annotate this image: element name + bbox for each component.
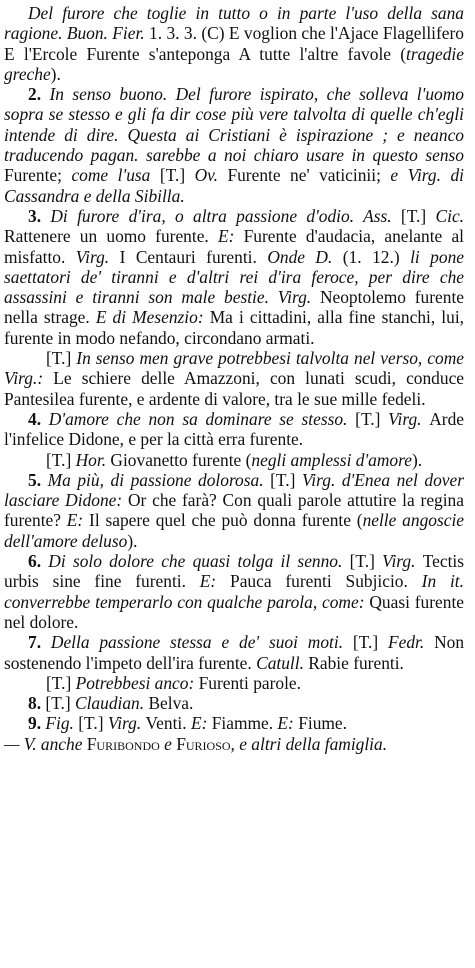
entry-sense-paragraph	[4, 3, 464, 84]
entry-text: [T.]	[270, 469, 302, 490]
entry-text: — V. anche	[4, 733, 87, 754]
entry-text: Or che farà? Con quali parole attutire la regina furente?	[4, 490, 464, 531]
entry-text: , e altri della famiglia.	[230, 733, 388, 754]
entry-sense-paragraph	[4, 450, 464, 470]
entry-text: Di solo dolore che quasi tolga il senno.	[48, 551, 350, 572]
entry-text: In it. converrebbe temperarlo con qualche parola, come:	[4, 571, 464, 612]
entry-text: nelle angoscie dell'amore deluso	[4, 510, 465, 551]
entry-text: Claudian.	[75, 693, 149, 714]
entry-sense-paragraph	[4, 470, 464, 551]
entry-text: E:	[66, 510, 90, 531]
entry-text: come l'usa	[71, 165, 160, 186]
entry-text: Onde D.	[267, 246, 343, 267]
entry-text: Potrebbesi anco:	[75, 672, 199, 693]
entry-text: Venti.	[145, 713, 191, 734]
entry-text: e	[164, 733, 177, 754]
entry-text: [T.]	[78, 713, 108, 734]
entry-text: Hor.	[75, 449, 111, 470]
entry-sense-paragraph	[4, 409, 464, 450]
sense-number: 6.	[28, 551, 49, 572]
entry-text: ).	[411, 449, 423, 470]
entry-text: Rabie furenti.	[308, 652, 404, 673]
entry-sense-paragraph	[4, 348, 464, 409]
entry-text: Furioso	[176, 733, 231, 754]
entry-text: negli amplessi d'amore	[251, 449, 412, 470]
entry-text: E:	[217, 226, 244, 247]
entry-text: Fedr.	[388, 632, 435, 653]
entry-text: Della passione stessa e de' suoi moti.	[50, 632, 353, 653]
entry-sense-paragraph	[4, 673, 464, 693]
entry-text: Virg.	[388, 408, 430, 429]
entry-text: [T.]	[349, 551, 383, 572]
entry-text: Non sostenendo l'impeto dell'ira furente.	[4, 632, 465, 673]
entry-text: Virg.	[107, 713, 146, 734]
entry-text: Ma più, di passione dolorosa.	[47, 469, 271, 490]
entry-text: [T.]	[46, 348, 77, 369]
entry-text: Del furore che toglie in tutto o in parte l'uso della sana ragione. Buon. Fier.	[4, 3, 464, 44]
entry-text: Il sapere quel che può donna furente (	[89, 510, 363, 531]
entry-text: Furibondo	[86, 733, 165, 754]
entry-text: Neoptolemo furente nella strage.	[4, 287, 464, 328]
entry-sense-paragraph	[4, 693, 464, 713]
entry-text: Fiume.	[298, 713, 347, 734]
entry-text: [T.]	[352, 632, 388, 653]
sense-number: 7.	[28, 632, 51, 653]
entry-text: In senso buono. Del furore ispirato, che solleva l'uomo sopra se stesso e gli fa dir cose più vere talvolta di quelle ch'egli intende di dire. Questa ai Cristiani è ispirazione ; e neanco traducendo pagan. sarebbe a noi chiaro usare in questo senso	[4, 84, 464, 166]
sense-number: 2.	[28, 84, 50, 105]
entry-text: Ma i cittadini, alla fine stanchi, lui, furente in modo nefando, circondano armati.	[4, 307, 465, 348]
entry-text: E di Mesenzio:	[95, 307, 210, 328]
entry-text: Fig.	[45, 713, 79, 734]
entry-text: Rattenere un uomo furente.	[4, 226, 218, 247]
entry-text: Cic.	[435, 205, 465, 226]
entry-text: Furente d'audacia, anelante al misfatto.	[4, 226, 465, 267]
entry-text: E:	[277, 713, 299, 734]
entry-text: [T.]	[355, 408, 389, 429]
entry-text: [T.]	[400, 205, 436, 226]
entry-text: E:	[199, 571, 231, 592]
entry-sense-paragraph	[4, 551, 464, 632]
entry-sense-paragraph	[4, 84, 464, 206]
entry-sense-paragraph	[4, 206, 464, 348]
entry-text: li pone saettatori de' tiranni e d'altri rei d'ira feroce, per dire che assassini e tiranni son male bestie. Virg.	[4, 246, 464, 308]
entry-text: Furente;	[4, 165, 72, 186]
sense-number: 4.	[28, 408, 49, 429]
entry-text: Furente ne' vaticinii;	[227, 165, 391, 186]
entry-text: Catull.	[256, 652, 309, 673]
entry-text: Fiamme.	[211, 713, 278, 734]
sense-number: 8.	[28, 693, 46, 714]
entry-text: Virg. d'Enea nel dover lasciare Didone:	[4, 469, 464, 511]
sense-number: 9.	[28, 713, 46, 734]
entry-text: tragedie greche	[4, 43, 464, 84]
entry-text: ).	[50, 63, 61, 84]
entry-text: [T.]	[46, 672, 76, 693]
entry-text: Pauca furenti Subjicio.	[230, 571, 422, 592]
entry-sense-paragraph	[4, 734, 464, 754]
sense-number: 3.	[28, 205, 51, 226]
entry-text: [T.]	[45, 693, 75, 714]
entry-text: [T.]	[159, 165, 195, 186]
sense-number: 5.	[28, 469, 48, 490]
entry-text: 1. 3. 3. (C) E voglion che l'Ajace Flagellifero E l'Ercole Furente s'anteponga A tutte l'altre favole (	[4, 23, 464, 64]
entry-text: Di furore d'ira, o altra passione d'odio. Ass.	[50, 205, 401, 226]
entry-sense-paragraph	[4, 713, 464, 733]
entry-text: Virg.	[382, 551, 423, 572]
entry-text: E:	[190, 713, 212, 734]
entry-text: Ov.	[194, 165, 228, 186]
entry-text: (1. 12.)	[342, 246, 411, 267]
entry-text: Furenti parole.	[198, 672, 301, 693]
entry-sense-paragraph	[4, 632, 464, 673]
entry-text: Tectis urbis sine fine furenti.	[4, 551, 464, 592]
entry-text: Virg.	[75, 246, 120, 267]
entry-text: Quasi furente nel dolore.	[4, 591, 465, 632]
entry-text: D'amore che non sa dominare se stesso.	[48, 408, 356, 429]
entry-text: Arde l'infelice Didone, e per la città erra furente.	[4, 408, 465, 450]
entry-text: Belva.	[148, 693, 194, 714]
entry-text: [T.]	[46, 449, 76, 470]
entry-text: e Virg. di Cassandra e della Sibilla.	[4, 165, 464, 206]
dictionary-entry-page	[4, 3, 464, 754]
entry-text: Giovanetto furente (	[110, 449, 252, 470]
entry-text: ).	[127, 530, 138, 551]
entry-text: I Centauri furenti.	[119, 246, 268, 267]
entry-text: In senso men grave potrebbesi talvolta nel verso, come Virg.:	[4, 348, 464, 389]
entry-text: Le schiere delle Amazzoni, con lunati scudi, conduce Pantesilea furente, e ardente di valore, tra le sue mille fedeli.	[4, 368, 465, 409]
